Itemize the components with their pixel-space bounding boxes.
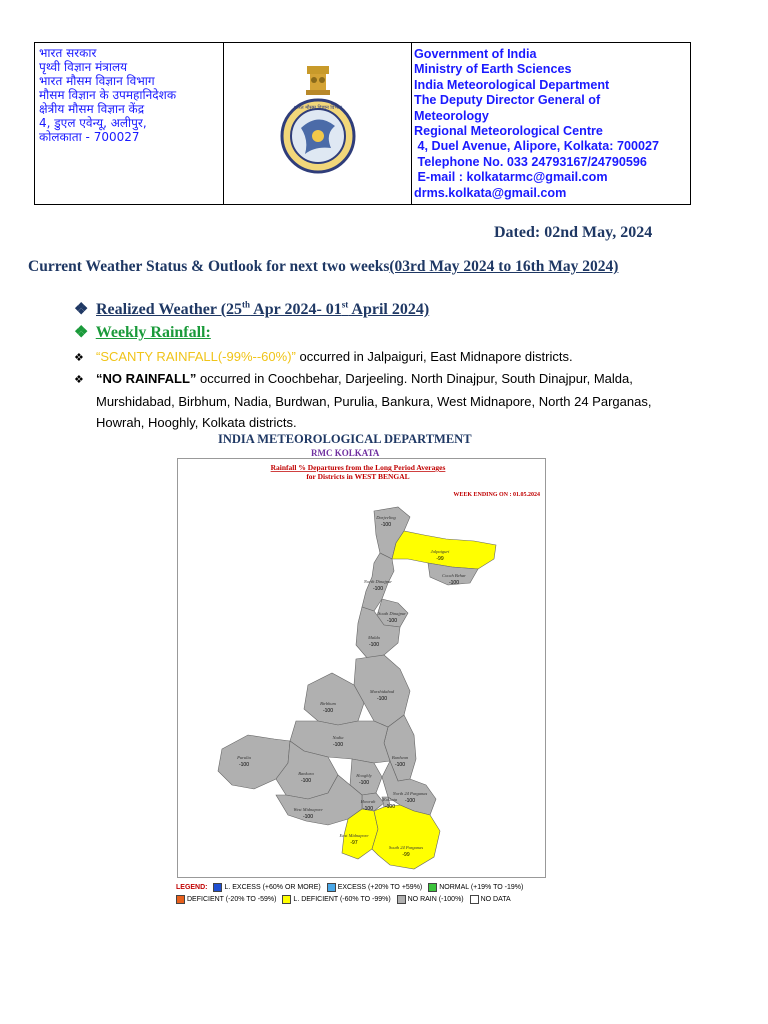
district-value-label: -100 — [404, 798, 416, 804]
legend-row — [176, 894, 523, 906]
legend-label: NORMAL (+19% TO -19%) — [439, 884, 524, 891]
legend-swatch-l-deficient — [282, 895, 291, 904]
hindi-line: भारत सरकार — [39, 46, 97, 60]
hindi-address-block — [35, 43, 224, 204]
diamond-bullet-icon: ❖ — [74, 324, 89, 341]
district-value-label: -100 — [322, 708, 334, 714]
english-line: Regional Meteorological Centre — [414, 124, 603, 139]
scanty-label: “SCANTY RAINFALL(-99%--60%)” — [96, 349, 296, 364]
figure-rmc-title: RMC KOLKATA — [311, 448, 380, 458]
realized-weather-label — [96, 301, 429, 318]
realized-part: Apr 2024- 01 — [250, 301, 342, 318]
district-value-label: -100 — [384, 804, 396, 810]
district-value-label: -100 — [362, 806, 374, 812]
hindi-line: मौसम विज्ञान के उपमहानिदेशक — [39, 88, 177, 102]
district-name-label: South 24 Parganas — [388, 845, 424, 850]
map-legend — [176, 882, 523, 906]
hindi-line: क्षेत्रीय मौसम विज्ञान केंद्र — [39, 102, 145, 116]
district-name-label: Howrah — [360, 799, 376, 804]
realized-part: Realized Weather (25 — [96, 301, 243, 318]
no-rain-text: occurred in Coochbehar, Darjeeling. North Dinajpur, South Dinajpur, Malda, — [196, 371, 633, 386]
legend-swatch-normal — [428, 883, 437, 892]
hindi-line: 4, डुएल एवेन्यू, अलीपुर, — [39, 116, 147, 130]
map-title-2: for Districts in WEST BENGAL — [306, 472, 410, 481]
district-name-label: Bankura — [298, 771, 314, 776]
diamond-bullet-icon: ❖ — [74, 374, 84, 386]
district-name-label: South Dinajpur — [378, 611, 406, 616]
no-rain-text: Howrah, Hooghly, Kolkata districts. — [96, 415, 297, 430]
district-name-label: Burdwan — [391, 755, 409, 760]
hindi-line: भारत मौसम विज्ञान विभाग — [39, 74, 155, 88]
district-name-label: North 24 Parganas — [392, 791, 428, 796]
hindi-line: कोलकाता - 700027 — [39, 130, 140, 144]
district-name-label: Jalpaiguri — [430, 549, 450, 554]
district-value-label: -100 — [368, 642, 380, 648]
diamond-bullet-icon: ❖ — [74, 352, 84, 364]
legend-row — [176, 882, 523, 894]
district-value-label: -100 — [380, 522, 392, 528]
scanty-rainfall-bullet — [74, 346, 573, 369]
district-value-label: -100 — [376, 696, 388, 702]
legend-label: NO RAIN (-100%) — [407, 896, 464, 903]
district-value-label: -99 — [402, 852, 410, 858]
letterhead — [34, 42, 691, 205]
legend-label: L. EXCESS (+60% OR MORE) — [224, 884, 321, 891]
legend-label: NO DATA — [480, 896, 511, 903]
realized-sup: st — [341, 299, 349, 310]
district-name-label: East Midnapore — [339, 833, 369, 838]
english-address-block — [412, 43, 690, 204]
logo-cell — [224, 43, 412, 204]
district-name-label: Purulia — [237, 755, 251, 760]
legend-swatch-no-data — [470, 895, 479, 904]
english-line: Ministry of Earth Sciences — [414, 62, 572, 77]
english-line: Telephone No. 033 24793167/24790596 — [414, 154, 647, 169]
rainfall-map — [177, 458, 546, 878]
district-value-label: -100 — [394, 762, 406, 768]
english-line: Meteorology — [414, 108, 489, 123]
legend-swatch-l-excess — [213, 883, 222, 892]
date-line: Dated: 02nd May, 2024 — [494, 224, 653, 241]
english-line: 4, Duel Avenue, Alipore, Kolkata: 700027 — [414, 139, 659, 154]
english-line: The Deputy Director General of — [414, 93, 601, 108]
no-rainfall-bullet — [74, 368, 714, 433]
no-rain-label: “NO RAINFALL” — [96, 371, 197, 386]
legend-label: DEFICIENT (-20% TO -59%) — [187, 896, 277, 903]
hindi-line: पृथ्वी विज्ञान मंत्रालय — [39, 60, 128, 74]
figure-imd-title: INDIA METEOROLOGICAL DEPARTMENT — [218, 432, 472, 446]
title-range: (03rd May 2024 to 16th May 2024) — [389, 258, 619, 275]
title-prefix: Current Weather Status & Outlook for next two weeks — [28, 258, 390, 275]
realized-weather-heading — [74, 299, 429, 319]
map-title-1: Rainfall % Departures from the Long Period Averages — [270, 463, 446, 472]
emblem-ring-text: भारत मौसम विज्ञान विभाग — [293, 104, 342, 111]
district-name-label: North Dinajpur — [363, 579, 393, 584]
legend-title: LEGEND: — [176, 884, 208, 891]
legend-swatch-deficient — [176, 895, 185, 904]
weekly-rainfall-label: Weekly Rainfall: — [95, 324, 211, 341]
district-value-label: -100 — [372, 586, 384, 592]
district-name-label: Birbhum — [320, 701, 336, 706]
district-value-label: -100 — [448, 580, 460, 586]
english-line: India Meteorological Department — [414, 77, 610, 92]
district-name-label: Nadia — [332, 735, 344, 740]
legend-label: EXCESS (+20% TO +59%) — [337, 884, 423, 891]
district-name-label: Darjeeling — [376, 515, 396, 520]
district-name-label: Cooch Behar — [442, 573, 466, 578]
english-line: E-mail : kolkatarmc@gmail.com — [414, 170, 608, 185]
district-value-label: -100 — [386, 618, 398, 624]
district-value-label: -99 — [436, 556, 444, 562]
legend-swatch-no-rain — [397, 895, 406, 904]
district-name-label: Malda — [368, 635, 380, 640]
document-title — [28, 258, 618, 276]
district-value-label: -100 — [302, 814, 314, 820]
realized-sup: th — [242, 299, 251, 310]
diamond-bullet-icon: ❖ — [74, 301, 89, 318]
week-ending-label: WEEK ENDING ON : 01.05.2024 — [453, 492, 540, 498]
district-name-label: Hooghly — [356, 773, 372, 778]
weekly-rainfall-heading — [74, 322, 211, 342]
english-line: Government of India — [414, 47, 537, 61]
realized-part: April 2024) — [348, 301, 430, 318]
english-line: drms.kolkata@gmail.com — [414, 185, 567, 200]
district-name-label: Murshidabad — [369, 689, 395, 694]
district-value-label: -100 — [238, 762, 250, 768]
district-name-label: West Midnapore — [293, 807, 323, 812]
district-value-label: -100 — [358, 780, 370, 786]
legend-swatch-excess — [327, 883, 336, 892]
scanty-text: occurred in Jalpaiguri, East Midnapore districts. — [295, 349, 573, 364]
district-value-label: -100 — [332, 742, 344, 748]
no-rain-text: Murshidabad, Birbhum, Nadia, Burdwan, Purulia, Bankura, West Midnapore, North 24 Parganas, — [96, 394, 652, 409]
district-value-label: -97 — [350, 840, 358, 846]
district-value-label: -100 — [300, 778, 312, 784]
legend-label: L. DEFICIENT (-60% TO -99%) — [293, 896, 391, 903]
imd-emblem-icon — [273, 64, 363, 184]
rainfall-map-svg — [178, 459, 545, 877]
district-name-label: Kolkata — [382, 797, 398, 802]
